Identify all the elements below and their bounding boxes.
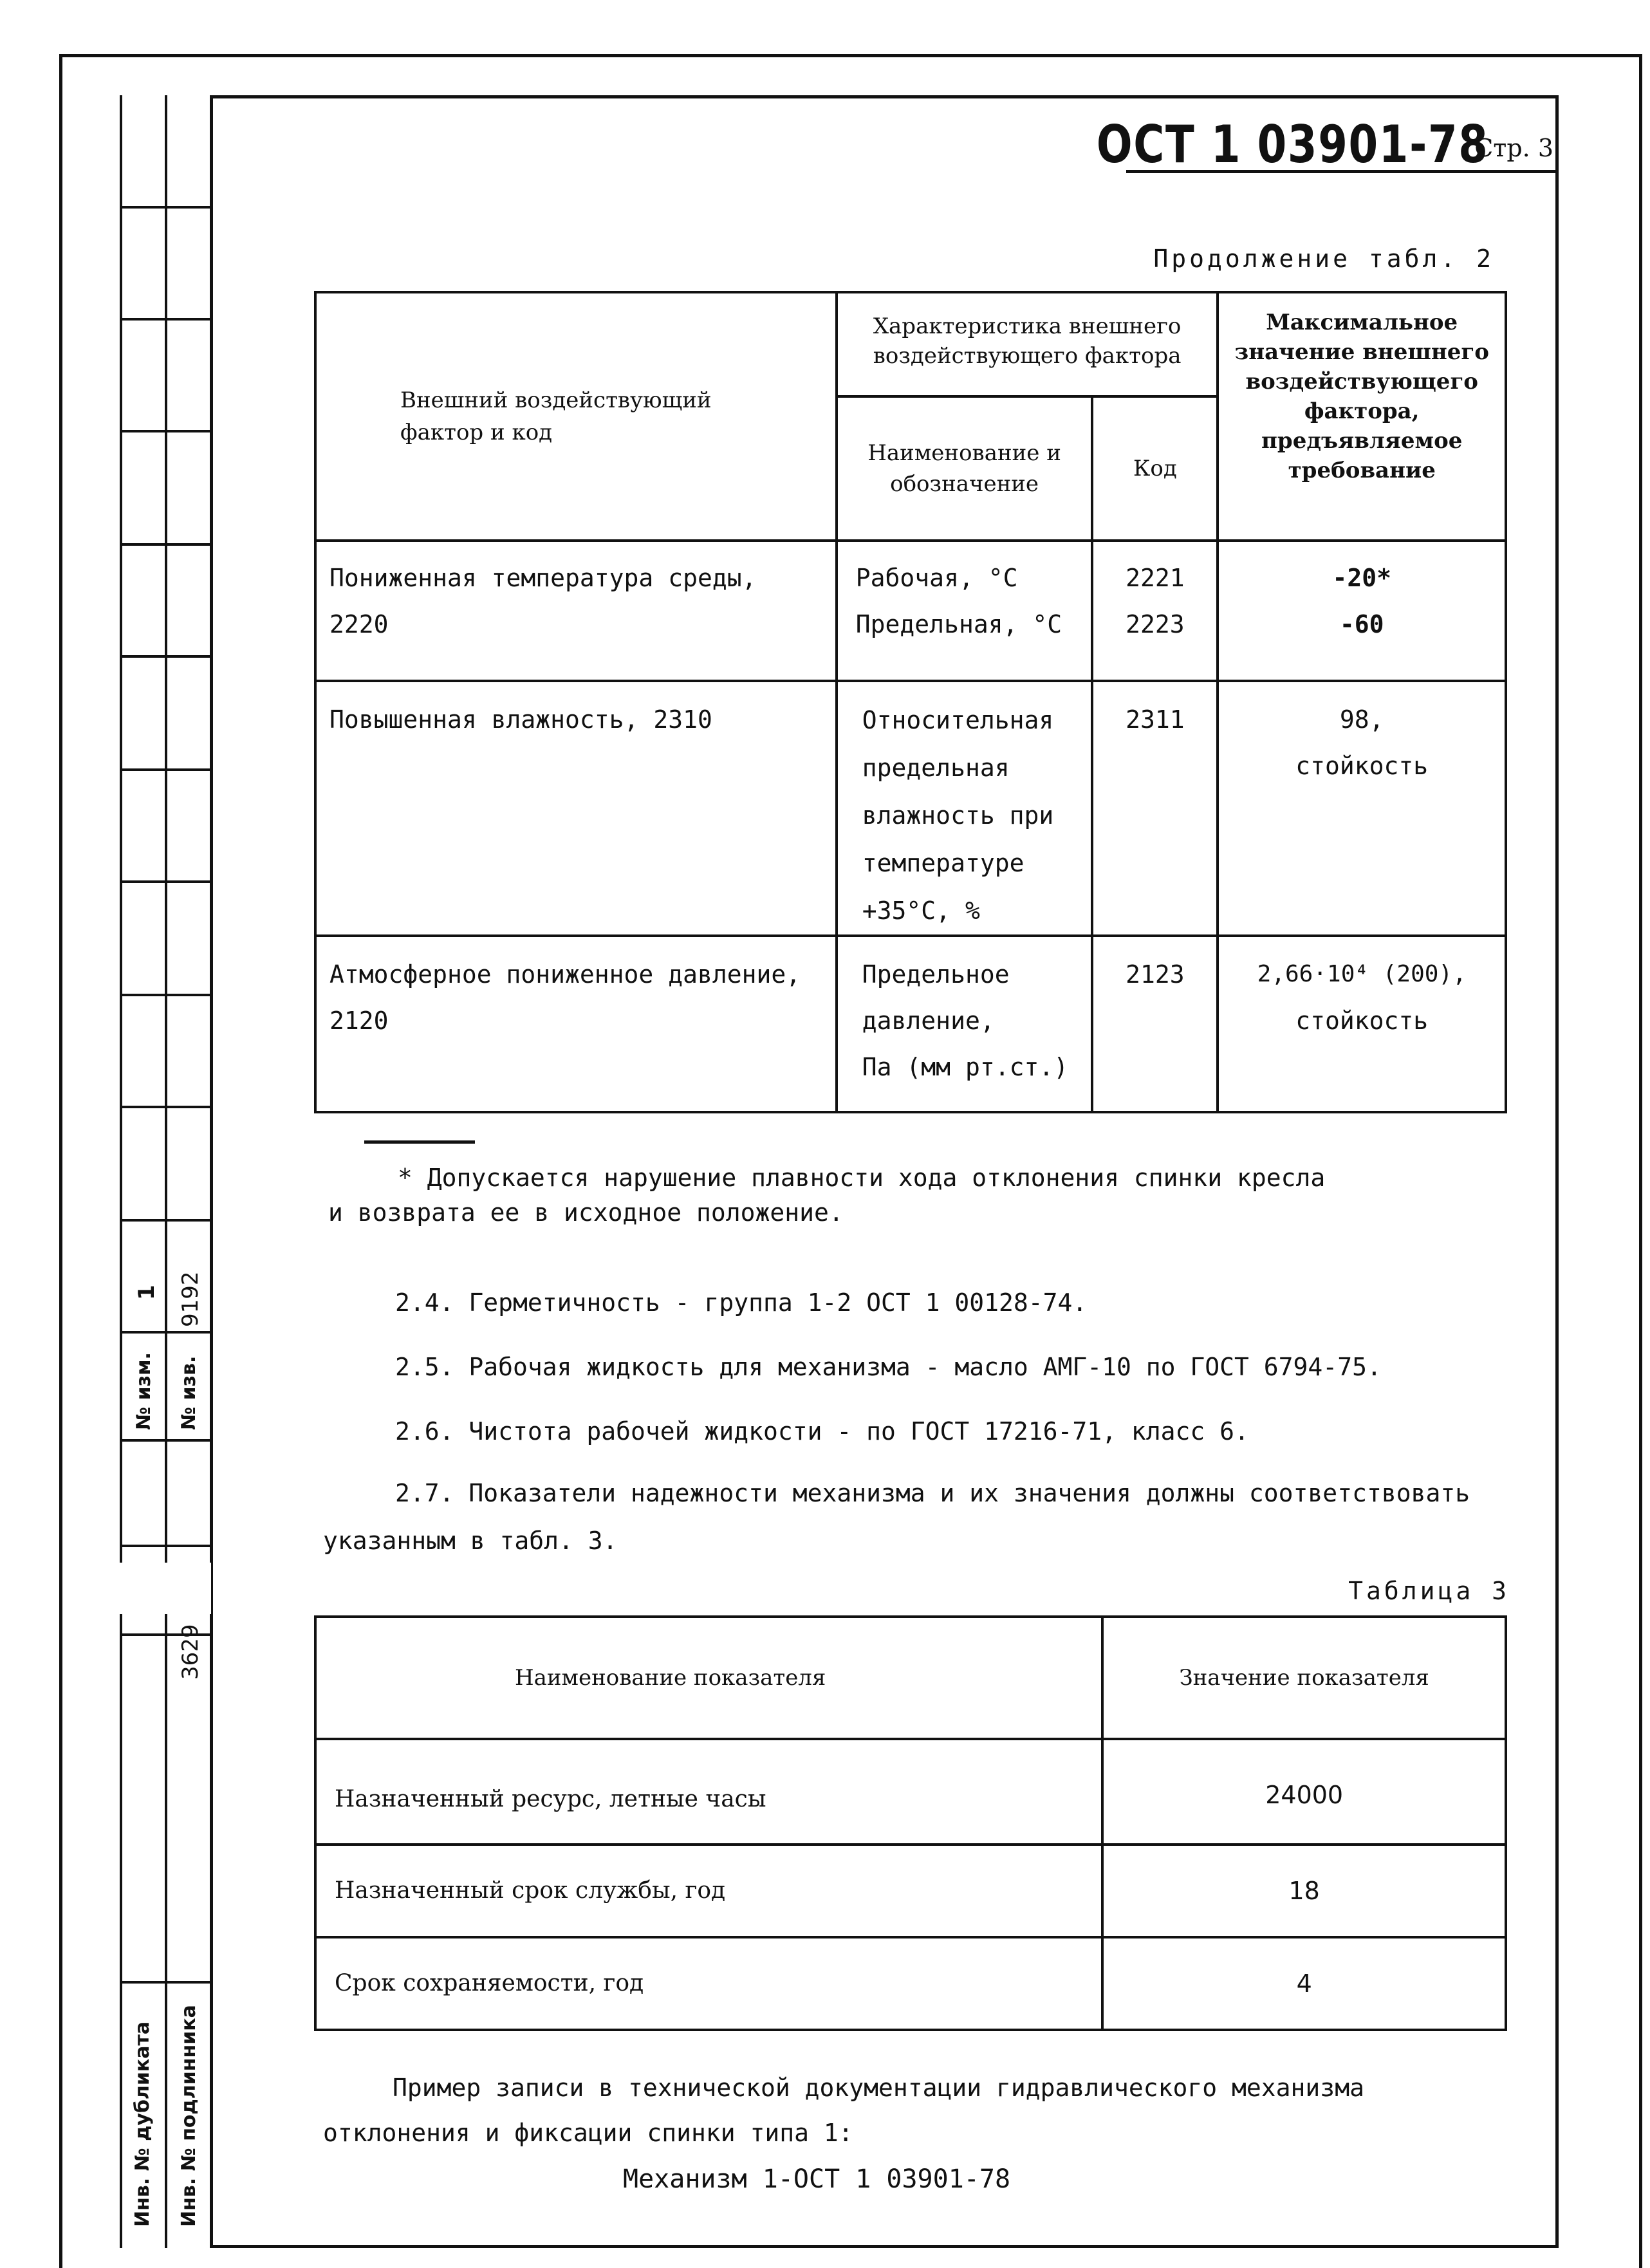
- table2-header-name: Наименование и обозначение: [837, 396, 1093, 541]
- table3: [314, 1615, 1507, 2031]
- code-cell: 2123: [1092, 936, 1218, 1112]
- document-code: ОСТ 1 03901-78: [1097, 115, 1489, 174]
- value-cell: -20* -60: [1218, 541, 1506, 681]
- table2-caption: Продолжение табл. 2: [1153, 245, 1494, 273]
- change-number-label: № изм.: [133, 1352, 155, 1430]
- stamp-strip: [120, 95, 211, 2248]
- header-rule: [1126, 170, 1559, 173]
- footnote-line-1: * Допускается нарушение плавности хода отклонения спинки кресла: [398, 1164, 1326, 1192]
- notice-number-label: № изв.: [178, 1355, 200, 1430]
- factor-cell: Повышенная влажность, 2310: [315, 681, 837, 936]
- table-row: [315, 1845, 1506, 1937]
- paragraph-2-7-line-1: 2.7. Показатели надежности механизма и их значения должны соответствовать: [395, 1479, 1470, 1507]
- factor-cell: Пониженная температура среды, 2220: [315, 541, 837, 681]
- indicator-name-cell: Назначенный ресурс, летные часы: [315, 1739, 1102, 1845]
- table3-caption: Таблица 3: [1348, 1577, 1510, 1605]
- duplicate-inventory-label: Инв. № дубликата: [131, 2021, 154, 2227]
- original-inventory-value: 3629: [178, 1624, 203, 1680]
- paragraph-2-5: 2.5. Рабочая жидкость для механизма - масло АМГ-10 по ГОСТ 6794-75.: [395, 1353, 1382, 1381]
- table3-header-value: Значение показателя: [1102, 1617, 1506, 1739]
- name-cell: Относительная предельная влажность при температуре +35°С, %: [837, 681, 1093, 936]
- table2: [314, 291, 1507, 1113]
- table-row: [315, 936, 1506, 1112]
- example-line-1: Пример записи в технической документации гидравлического механизма: [393, 2074, 1364, 2102]
- table2-header-characteristic: Характеристика внешнего воздействующего фактора: [837, 292, 1218, 396]
- example-designation: Механизм 1-ОСТ 1 03901-78: [623, 2164, 1011, 2194]
- indicator-name-cell: Срок сохраняемости, год: [315, 1937, 1102, 2030]
- indicator-value-cell: 24000: [1102, 1739, 1506, 1845]
- change-number-value: 1: [134, 1285, 160, 1300]
- paragraph-2-6: 2.6. Чистота рабочей жидкости - по ГОСТ 17216-71, класс 6.: [395, 1417, 1249, 1445]
- value-cell: 98, стойкость: [1218, 681, 1506, 936]
- name-cell: Рабочая, °С Предельная, °С: [837, 541, 1093, 681]
- code-cell: 2311: [1092, 681, 1218, 936]
- footnote-line-2: и возврата ее в исходное положение.: [328, 1198, 844, 1227]
- table-row: [315, 681, 1506, 936]
- indicator-value-cell: 4: [1102, 1937, 1506, 2030]
- footnote-rule: [364, 1140, 475, 1144]
- indicator-value-cell: 18: [1102, 1845, 1506, 1937]
- name-cell: Предельное давление, Па (мм рт.ст.): [837, 936, 1093, 1112]
- paragraph-2-4: 2.4. Герметичность - группа 1-2 ОСТ 1 00128-74.: [395, 1288, 1088, 1317]
- table2-header-max: Максимальное значение внешнего воздействующего фактора, предъявляемое требование: [1218, 292, 1506, 541]
- page-number: Стр. 3: [1474, 134, 1553, 162]
- value-cell: 2,66·10⁴ (200), стойкость: [1218, 936, 1506, 1112]
- factor-cell: Атмосферное пониженное давление, 2120: [315, 936, 837, 1112]
- notice-number-value: 9192: [178, 1271, 203, 1327]
- indicator-name-cell: Назначенный срок службы, год: [315, 1845, 1102, 1937]
- paragraph-2-7-line-2: указанным в табл. 3.: [323, 1527, 618, 1555]
- table2-header-factor: Внешний воздействующий фактор и код: [315, 292, 837, 541]
- table2-header-code: Код: [1092, 396, 1218, 541]
- example-line-2: отклонения и фиксации спинки типа 1:: [323, 2119, 853, 2147]
- table-row: [315, 1937, 1506, 2030]
- original-inventory-label: Инв. № подлинника: [178, 2005, 200, 2227]
- table-row: [315, 1739, 1506, 1845]
- code-cell: 2221 2223: [1092, 541, 1218, 681]
- table-row: [315, 541, 1506, 681]
- table3-header-name: Наименование показателя: [315, 1617, 1102, 1739]
